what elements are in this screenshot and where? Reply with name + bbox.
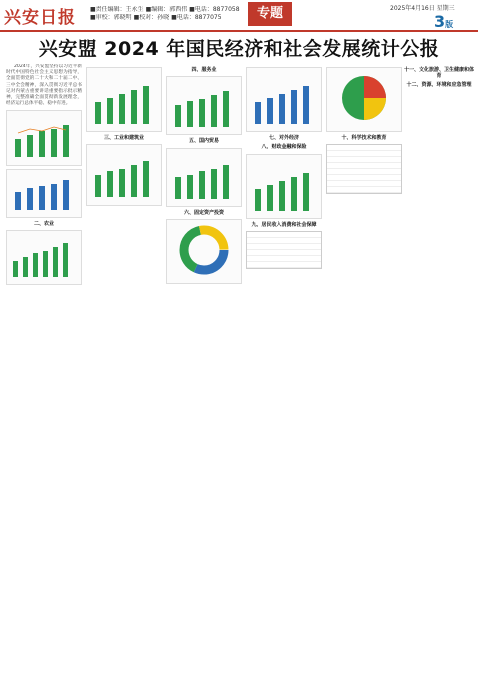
newspaper-logo: 兴安日报 [4,8,76,28]
chart-figure [6,230,82,285]
chart-figure [86,67,162,132]
issue-date: 2025年4月16日 星期三 [390,5,455,12]
page-number: 3版 [434,12,454,31]
article-column-3 [166,64,242,694]
editor-credits [90,6,240,22]
bar-chart [167,149,241,203]
section-heading: 二、农业 [33,220,54,227]
chart-figure [326,67,402,132]
chart-figure [6,110,82,165]
article-column-6 [404,64,474,694]
credit-line: ■审校：郭晓明 ■校对：孙晓 ■电话：8877075 [90,14,222,21]
page-title: 兴安盟 2024 年国民经济和社会发展统计公报 [38,38,440,60]
section-heading: 八、财政金融和保险 [261,144,307,151]
bar-chart [167,77,241,131]
section-heading: 十一、文化旅游、卫生健康和体育 [404,67,474,80]
section-heading: 十二、资源、环境和应急管理 [406,82,472,89]
data-table [326,144,402,194]
chart-figure [6,169,82,218]
section-heading: 四、服务业 [191,67,217,73]
section-heading: 三、工业和建筑业 [103,135,144,142]
intro-paragraph: 2024年，兴安盟坚持以习近平新时代中国特色社会主义思想为指导，全面贯彻党的二十大和二十届二中、三中全会精神，深入贯彻习近平总书记对内蒙古重要讲话重要指示批示精神，完整准确全面贯彻新发展理念，经济运行总体平稳、稳中有进。 [6,64,82,107]
bar-chart [7,170,81,214]
section-heading: 十、科学技术和教育 [341,135,387,142]
donut-chart [167,220,241,280]
chart-figure [166,148,242,207]
article-column-2 [86,64,162,694]
section-heading: 六、固定资产投资 [183,209,224,216]
article-column-5 [326,64,402,694]
chart-figure [86,144,162,205]
bar-chart [247,155,321,215]
bar-chart [7,111,81,161]
chart-figure [166,76,242,135]
bar-chart [7,231,81,281]
chart-figure [246,67,322,132]
article-column-1 [6,64,82,694]
chart-figure [166,219,242,284]
section-heading: 五、国内贸易 [188,138,219,145]
data-table [246,231,322,269]
section-heading: 九、居民收入消费和社会保障 [251,221,317,228]
masthead [0,0,478,32]
section-tag: 专题 [248,2,292,26]
bar-chart [247,68,321,128]
article-column-4 [246,64,322,694]
section-heading: 七、对外经济 [268,135,299,142]
chart-figure [246,154,322,219]
credit-line: ■责任编辑：王永生 ■编辑：郭西伟 ■电话：8877058 [90,6,240,13]
bar-chart [87,145,161,201]
bar-chart [87,68,161,128]
pie-chart [327,68,401,128]
